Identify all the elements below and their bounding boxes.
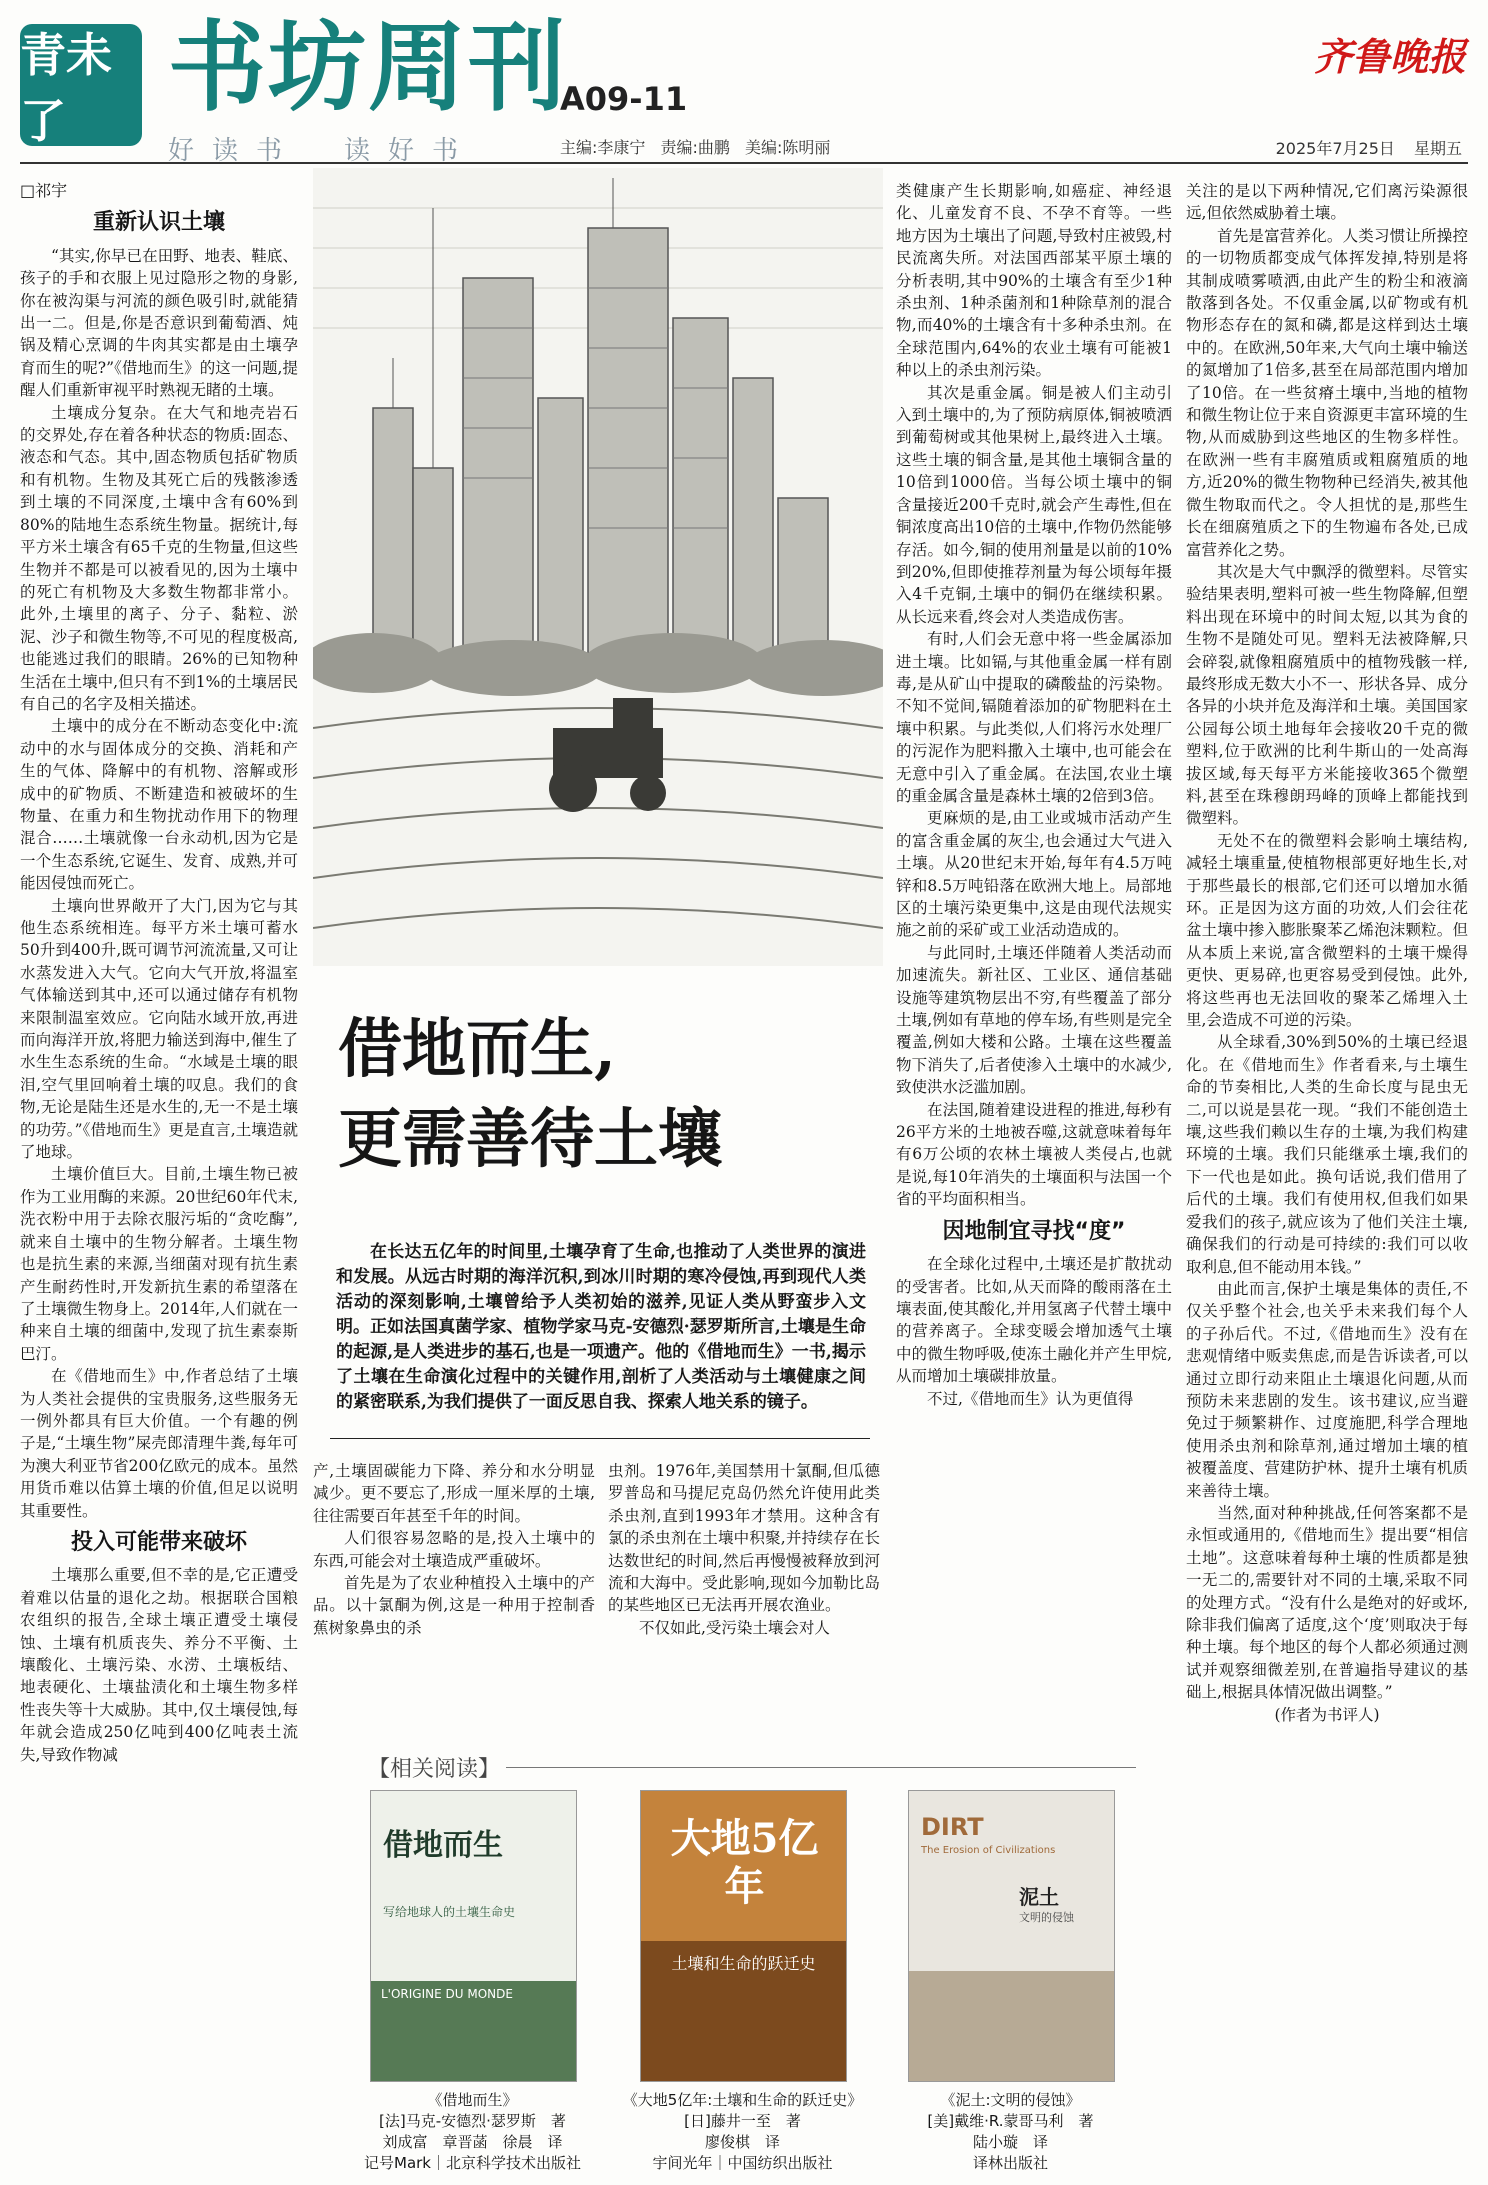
section-heading: 因地制宜寻找“度”: [942, 1218, 1126, 1244]
slogan: 好读书 读好书: [168, 136, 477, 166]
paragraph: 无处不在的微塑料会影响土壤结构,减轻土壤重量,使植物根部更好地生长,对于那些最长的根部,它们还可以增加水循环。正是因为这方面的功效,人们会往花盆土壤中掺入膨胀聚苯乙烯泡沫颗粒。但从本质上来说,富含微塑料的土壤干燥得更快、更易碎,也更容易受到侵蚀。此外,将这些再也无法回收的聚苯乙烯埋入土里,会造成不可逆的污染。: [1186, 831, 1468, 1030]
paragraph: 虫剂。1976年,美国禁用十氯酮,但瓜德罗普岛和马提尼克岛仍然允许使用此类杀虫剂,直到1993年才禁用。这种含有氯的杀虫剂在土壤中积聚,并持续存在长达数世纪的时间,然后再慢慢被释放到河流和大海中。受此影响,现如今加勒比岛的某些地区已无法再开展农渔业。: [608, 1462, 880, 1615]
cover-subtitle: 写给地球人的土壤生命史: [383, 1905, 516, 1919]
book-author: [日]藤井一至 著: [684, 2112, 801, 2130]
cover-title: 大地5亿年: [670, 1815, 819, 1910]
paragraph: 类健康产生长期影响,如癌症、神经退化、儿童发育不良、不孕不育等。一些地方因为土壤出了问题,导致村庄被毁,村民流离失所。对法国西部某平原土壤的分析表明,其中90%的土壤含有至少1种杀虫剂、1种杀菌剂和1种除草剂的混合物,而40%的土壤含有十多种杀虫剂。在全球范围内,64%的农业土壤有可能被1种以上的杀虫剂污染。: [896, 182, 1172, 380]
weekday: 星期五: [1413, 139, 1462, 158]
paragraph: 土壤那么重要,但不幸的是,它正遭受着难以估量的退化之劫。根据联合国粮农组织的报告,全球土壤正遭受土壤侵蚀、土壤有机质丧失、养分不平衡、土壤酸化、土壤污染、水涝、土壤板结、地表硬化、土壤盐渍化和土壤生物多样性丧失等十大威胁。其中,仅土壤侵蚀,每年就会造成250亿吨到400亿吨表土流失,导致作物减: [20, 1566, 298, 1764]
duty-editor: 责编:曲鹏: [660, 138, 730, 157]
section-heading: 投入可能带来破坏: [70, 1529, 247, 1555]
paragraph: 有时,人们会无意中将一些金属添加进土壤。比如镉,与其他重金属一样有剧毒,是从矿山中提取的磷酸盐的污染物。不知不觉间,镉随着添加的矿物肥料在土壤中积累。与此类似,人们将污水处理厂的污泥作为肥料撒入土壤中,也可能会在无意中引入了重金属。在法国,农业土壤的重金属含量是森林土壤的2倍到3倍。: [896, 630, 1172, 805]
paragraph: 当然,面对种种挑战,任何答案都不是永恒或通用的,《借地而生》提出要“相信土地”。这意味着每种土壤的性质都是独一无二的,需要针对不同的土壤,采取不同的处理方式。“没有什么是绝对的好或坏,除非我们偏离了适度,这个‘度’则取决于每种土壤。每个地区的每个人都必须通过测试并观察细微差别,在普遍指导建议的基础上,根据具体情况做出调整。”: [1186, 1503, 1468, 1702]
column-2-bottom: [313, 1460, 595, 1740]
author-note: (作者为书评人): [1274, 1705, 1380, 1724]
book-caption-1: [340, 2090, 605, 2174]
cover-title: DIRT: [921, 1813, 984, 1841]
paragraph: 土壤向世界敞开了大门,因为它与其他生态系统相连。每平方米土壤可蓄水50升到400升,既可调节河流流量,又可让水蒸发进入大气。它向大气开放,将温室气体输送到其中,还可以通过储存有机物来限制温室效应。它向陆水域开放,再进而向海洋开放,将肥力输送到海中,催生了水生生态系统的生命。“水域是土壤的眼泪,空气里回响着土壤的叹息。我们的食物,无论是陆生还是水生的,无一不是土壤的功劳。”《借地而生》更是直言,土壤造就了地球。: [20, 896, 298, 1162]
book-publisher: 记号Mark｜北京科学技术出版社: [364, 2154, 581, 2172]
paragraph: 在《借地而生》中,作者总结了土壤为人类社会提供的宝贵服务,这些服务无一例外都具有巨大价值。一个有趣的例子是,“土壤生物”屎壳郎清理牛粪,每年可为澳大利亚节省200亿欧元的成本。虽然用货币难以估算土壤的价值,但足以说明其重要性。: [20, 1367, 298, 1520]
paragraph: 不仅如此,受污染土壤会对人: [639, 1618, 830, 1637]
paragraph: 土壤中的成分在不断动态变化中:流动中的水与固体成分的交换、消耗和产生的气体、降解中的有机物、溶解或形成中的矿物质、不断建造和被破坏的生物量、在重力和生物扰动作用下的物理混合……土壤就像一台永动机,因为它是一个生态系统,它诞生、发育、成熟,并可能因侵蚀而死亡。: [20, 717, 298, 893]
column-1: [20, 180, 298, 2170]
masthead-title: 书坊周刊: [168, 11, 569, 125]
related-reading-title: 【相关阅读】: [368, 1752, 506, 1783]
paragraph: 首先是富营养化。人类习惯让所操控的一切物质都变成气体挥发掉,特别是将其制成喷雾喷洒,由此产生的粉尘和液滴散落到各处。不仅重金属,以矿物或有机物形态存在的氮和磷,都是这样到达土壤中的。在欧洲,50年来,大气向土壤中输送的氮增加了1倍多,甚至在局部范围内增加了10倍。在一些贫瘠土壤中,当地的植物和微生物让位于来自资源更丰富环境的生物,从而威胁到这些地区的生物多样性。在欧洲一些有丰腐殖质或粗腐殖质的地方,近20%的微生物物种已经消失,被其他微生物取而代之。令人担忧的是,那些生长在细腐殖质之下的生物遍布各处,已成富营养化之势。: [1186, 226, 1468, 559]
book-author: [美]戴维·R.蒙哥马利 著: [927, 2112, 1094, 2130]
column-4: [896, 180, 1172, 1740]
date: 2025年7月25日: [1275, 139, 1395, 158]
paragraph: 在全球化过程中,土壤还是扩散扰动的受害者。比如,从天而降的酸雨落在土壤表面,使其酸化,并用氢离子代替土壤中的营养离子。全球变暖会增加透气土壤中的微生物呼吸,使冻土融化并产生甲烷,从而增加土壤碳排放量。: [896, 1255, 1172, 1386]
paragraph: 由此而言,保护土壤是集体的责任,不仅关乎整个社会,也关乎未来我们每个人的子孙后代。不过,《借地而生》没有在悲观情绪中贩卖焦虑,而是告诉读者,可以通过立即行动来阻止土壤退化问题,从而预防未来悲剧的发生。该书建议,应当避免过于频繁耕作、过度施肥,科学合理地使用杀虫剂和除草剂,通过增加土壤的植被覆盖度、营建防护林、提升土壤有机质来善待土壤。: [1186, 1279, 1468, 1500]
book-translators: 刘成富 章晋菡 徐晨 译: [382, 2133, 563, 2151]
cover-photo: [909, 1971, 1114, 2081]
book-cover-3: [908, 1790, 1115, 2082]
book-caption-3: [878, 2090, 1143, 2174]
lead-rule: [330, 1438, 870, 1439]
paragraph: 产,土壤固碳能力下降、养分和水分明显减少。更不要忘了,形成一厘米厚的土壤,往往需要百年甚至千年的时间。: [313, 1462, 595, 1525]
book-name: 《大地5亿年:土壤和生命的跃迁史》: [622, 2091, 863, 2109]
header-rule: [20, 162, 1468, 164]
book-cover-2: [640, 1790, 847, 2082]
dateline: [1262, 136, 1462, 159]
paragraph: “其实,你早已在田野、地表、鞋底、孩子的手和衣服上见过隐形之物的身影,你在被沟渠与河流的颜色吸引时,就能猜出一二。但是,你是否意识到葡萄酒、炖锅及精心烹调的牛肉其实都是由土壤孕育而生的呢?”《借地而生》的这一问题,提醒人们重新审视平时熟视无睹的土壤。: [20, 246, 298, 400]
book-cover-1: [370, 1790, 577, 2082]
logo-text: 青未了: [20, 28, 112, 148]
book-name: 《泥土:文明的侵蚀》: [940, 2091, 1081, 2109]
paragraph: 首先是为了农业种植投入土壤中的产品。以十氯酮为例,这是一种用于控制香蕉树象鼻虫的杀: [313, 1574, 595, 1637]
paragraph: 关注的是以下两种情况,它们离污染源很远,但依然威胁着土壤。: [1186, 182, 1468, 223]
art-editor: 美编:陈明丽: [745, 138, 831, 157]
book-author: [法]马克-安德烈·瑟罗斯 著: [379, 2112, 566, 2130]
cover-chinese-title: 泥土: [1019, 1885, 1059, 1909]
paragraph: 其次是重金属。铜是被人们主动引入到土壤中的,为了预防病原体,铜被喷洒到葡萄树或其他果树上,最终进入土壤。这些土壤的铜含量,是其他土壤铜含量的10倍到1000倍。当每公顷土壤中的铜含量接近200千克时,就会产生毒性,但在铜浓度高出10倍的土壤中,作物仍然能够存活。如今,铜的使用剂量是以前的10%到20%,但即使推荐剂量为每公顷每年摄入4千克铜,土壤中的铜仍在继续积累。从长远来看,终会对人类造成伤害。: [896, 383, 1172, 626]
headline-line-1: 借地而生,: [338, 1012, 617, 1087]
cover-chinese-subtitle: 文明的侵蚀: [1019, 1911, 1074, 1924]
byline: □祁宇: [20, 181, 68, 200]
cover-title: 借地而生: [383, 1828, 503, 1863]
newspaper-brand: 齐鲁晚报: [1313, 34, 1466, 79]
paragraph: 其次是大气中飘浮的微塑料。尽管实验结果表明,塑料可被一些生物降解,但塑料出现在环境中的时间太短,以其为食的生物不是随处可见。塑料无法被降解,只会碎裂,就像粗腐殖质中的植物残骸一样,最终形成无数大小不一、形状各异、成分各异的小块并危及海洋和土壤。美国国家公园每公顷土地每年会接收20千克的微塑料,位于欧洲的比利牛斯山的一处高海拔区域,每天每平方米能接收365个微塑料,甚至在珠穆朗玛峰的顶峰上都能找到微塑料。: [1186, 562, 1468, 828]
editor-credits: [560, 135, 840, 158]
paragraph: 人们很容易忽略的是,投入土壤中的东西,可能会对土壤造成严重破坏。: [313, 1529, 595, 1570]
lead-paragraph: [336, 1240, 866, 1415]
headline: [338, 1005, 898, 1185]
cover-french-title: L'ORIGINE DU MONDE: [381, 1987, 513, 2001]
column-5: [1186, 180, 1468, 2170]
paragraph: 更麻烦的是,由工业或城市活动产生的富含重金属的灰尘,也会通过大气进入土壤。从20世纪末开始,每年有4.5万吨锌和8.5万吨铅落在欧洲大地上。局部地区的土壤污染更集中,这是由现代法规实施之前的采矿或工业活动造成的。: [896, 809, 1172, 940]
column-logo: [20, 24, 142, 146]
paragraph: 从全球看,30%到50%的土壤已经退化。在《借地而生》作者看来,与土壤生命的节奏相比,人类的生命长度与昆虫无二,可以说是昙花一现。“我们不能创造土壤,这些我们赖以生存的土壤,为我们构建环境的土壤。我们只能继承土壤,我们的下一代也是如此。换句话说,我们借用了后代的土壤。我们有使用权,但我们如果爱我们的孩子,就应该为了他们关注土壤,确保我们的行动是可持续的:我们可以收取利息,但不能动用本钱。”: [1186, 1033, 1468, 1276]
headline-line-2: 更需善待土壤: [338, 1102, 722, 1177]
section-heading: 重新认识土壤: [92, 210, 225, 236]
paragraph: 不过,《借地而生》认为更值得: [927, 1389, 1134, 1408]
paragraph: 土壤价值巨大。目前,土壤生物已被作为工业用酶的来源。20世纪60年代末,洗衣粉中用于去除衣服污垢的“贪吃酶”,就来自土壤中的生物分解者。土壤生物也是抗生素的来源,当细菌对现有抗生素产生耐药性时,开发新抗生素的希望落在了土壤微生物身上。2014年,人们就在一种来自土壤的细菌中,发现了抗生素泰斯巴汀。: [20, 1165, 298, 1363]
city-farmland-illustration: [313, 168, 883, 966]
column-3-bottom: [608, 1460, 880, 1740]
cover-subtitle: The Erosion of Civilizations: [921, 1845, 1056, 1856]
book-publisher: 宇间光年｜中国纺织出版社: [652, 2154, 833, 2172]
cover-subtitle: 土壤和生命的跃迁史: [671, 1954, 816, 1973]
book-name: 《借地而生》: [427, 2091, 518, 2109]
book-translators: 廖俊棋 译: [704, 2133, 780, 2151]
book-caption-2: [610, 2090, 875, 2174]
editor: 主编:李康宁: [560, 138, 646, 157]
book-publisher: 译林出版社: [972, 2154, 1048, 2172]
paragraph: 在法国,随着建设进程的推进,每秒有26平方米的土地被吞噬,这就意味着每年有6万公顷的农林土壤被人类侵占,也就是说,每10年消失的土壤面积与法国一个省的平均面积相当。: [896, 1100, 1172, 1209]
paragraph: 土壤成分复杂。在大气和地壳岩石的交界处,存在着各种状态的物质:固态、液态和气态。其中,固态物质包括矿物质和有机物。生物及其死亡后的残骸渗透到土壤的不同深度,土壤中含有60%到80%的陆地生态系统生物量。据统计,每平方米土壤含有65千克的生物量,但这些生物并不都是可以被看见的,因为土壤中的死亡有机物及大多数生物都非常小。此外,土壤里的离子、分子、黏粒、淤泥、沙子和微生物等,不可见的程度极高,也能逃过我们的眼睛。26%的已知物种生活在土壤中,但只有不到1%的土壤居民有自己的名字及相关描述。: [20, 403, 298, 713]
lead-text: 在长达五亿年的时间里,土壤孕育了生命,也推动了人类世界的演进和发展。从远古时期的海洋沉积,到冰川时期的寒冷侵蚀,再到现代人类活动的深刻影响,土壤曾给予人类初始的滋养,见证人类从野蛮步入文明。正如法国真菌学家、植物学家马克-安德烈·瑟罗斯所言,土壤是生命的起源,是人类进步的基石,也是一项遗产。他的《借地而生》一书,揭示了土壤在生命演化过程中的关键作用,剖析了人类活动与土壤健康之间的紧密联系,为我们提供了一面反思自我、探索人地关系的镜子。: [336, 1242, 866, 1412]
book-translators: 陆小璇 译: [972, 2133, 1048, 2151]
page-number: A09-11: [560, 80, 688, 118]
paragraph: 与此同时,土壤还伴随着人类活动而加速流失。新社区、工业区、通信基础设施等建筑物层出不穷,有些覆盖了部分土壤,例如有草地的停车场,有些则是完全覆盖,例如大楼和公路。土壤在这些覆盖物下消失了,后者使渗入土壤中的水减少,致使洪水泛滥加剧。: [896, 943, 1172, 1097]
